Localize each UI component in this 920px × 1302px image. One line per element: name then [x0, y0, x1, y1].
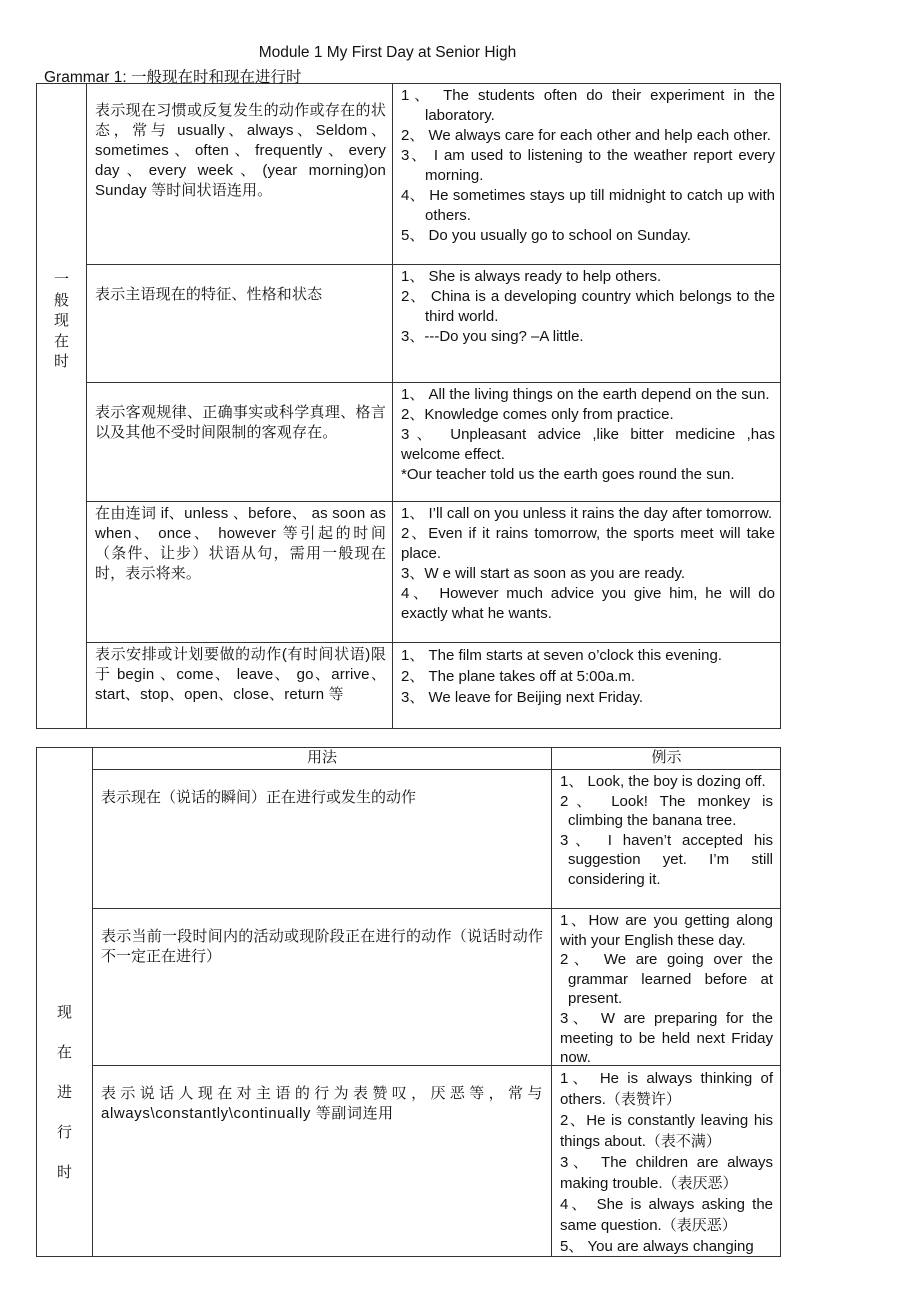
example-sentence: 3、 The children are always making trouble.（表厌恶）	[560, 1154, 773, 1192]
simple-present-table	[36, 83, 781, 729]
usage-cell: 表示客观规律、正确事实或科学真理、格言以及其他不受时间限制的客观存在。	[87, 383, 393, 502]
example-sentence: 1、 All the living things on the earth depend on the sun.	[401, 386, 770, 403]
example-sentence: 1、How are you getting along with your English these day.	[560, 912, 773, 949]
example-sentence: 1、 He is always thinking of others.（表赞许）	[560, 1070, 773, 1108]
example-sentence: 3、 W are preparing for the meeting to be held next Friday now.	[560, 1009, 773, 1066]
example-sentence: 2、 We are going over the grammar learned before at present.	[560, 951, 773, 1008]
example-sentence: 3、 I haven’t accepted his suggestion yet. I’m still considering it.	[560, 831, 773, 888]
document-title: Module 1 My First Day at Senior High	[258, 44, 517, 61]
usage-cell: 表示现在习惯或反复发生的动作或存在的状态，常与 usually、always、Seldom、sometimes、often、frequently、every day、every week、(year morning)on Sunday 等时间状语连用。	[87, 84, 393, 265]
present-progressive-table	[36, 747, 781, 1257]
examples-cell	[393, 84, 781, 265]
example-sentence: 2、 The plane takes off at 5:00a.m.	[401, 668, 636, 685]
usage-cell: 表示现在（说话的瞬间）正在进行或发生的动作	[93, 770, 552, 909]
example-sentence: 4、 He sometimes stays up till midnight to catch up with others.	[401, 187, 775, 224]
usage-column-header: 用法	[93, 748, 552, 770]
examples-cell	[393, 383, 781, 502]
example-sentence: 2、 China is a developing country which belongs to the third world.	[401, 288, 775, 325]
usage-cell: 表示安排或计划要做的动作(有时间状语)限于 begin 、come、 leave、 go、arrive、start、stop、open、close、return 等	[87, 643, 393, 728]
present-progressive-label: 现 在 进 行 时	[37, 748, 93, 1256]
document-subtitle: Grammar 1: 一般现在时和现在进行时	[44, 69, 302, 86]
examples-cell	[393, 643, 781, 728]
usage-cell: 表示说话人现在对主语的行为表赞叹，厌恶等，常与 always\constantly\continually 等副词连用	[93, 1066, 552, 1256]
example-sentence: 1、 She is always ready to help others.	[401, 268, 662, 285]
example-sentence: 4、 However much advice you give him, he will do exactly what he wants.	[401, 585, 775, 622]
examples-cell	[552, 770, 781, 909]
examples-cell	[393, 502, 781, 643]
example-sentence: 3、 We leave for Beijing next Friday.	[401, 689, 644, 706]
examples-cell	[552, 909, 781, 1066]
example-sentence: *Our teacher told us the earth goes round the sun.	[401, 466, 735, 483]
example-sentence: 1、 The film starts at seven o’clock this evening.	[401, 647, 722, 664]
example-sentence: 3、W e will start as soon as you are ready.	[401, 565, 686, 582]
examples-cell	[393, 265, 781, 383]
example-sentence: 2、Knowledge comes only from practice.	[401, 406, 674, 423]
example-sentence: 2、He is constantly leaving his things about.（表不满）	[560, 1112, 773, 1150]
usage-cell: 表示当前一段时间内的活动或现阶段正在进行的动作（说话时动作不一定正在进行）	[93, 909, 552, 1066]
examples-column-header: 例示	[552, 748, 781, 770]
example-sentence: 1、 Look, the boy is dozing off.	[560, 773, 766, 790]
example-sentence: 5、 Do you usually go to school on Sunday.	[401, 227, 691, 244]
example-sentence: 2、 We always care for each other and help each other.	[401, 127, 771, 144]
usage-cell: 在由连词 if、unless 、before、 as soon as when、 once、 however 等引起的时间（条件、让步）状语从句，需用一般现在时，表示将来。	[87, 502, 393, 643]
simple-present-label: 一 般 现 在 时	[37, 84, 87, 728]
example-sentence: 2、Even if it rains tomorrow, the sports meet will take place.	[401, 525, 775, 562]
example-sentence: 3、 I am used to listening to the weather report every morning.	[401, 147, 775, 184]
example-sentence: 3、 Unpleasant advice ,like bitter medicine ,has welcome effect.	[401, 426, 775, 463]
example-sentence: 1、 The students often do their experiment in the laboratory.	[401, 87, 775, 124]
example-sentence: 5、 You are always changing	[560, 1238, 754, 1255]
example-sentence: 1、 I’ll call on you unless it rains the day after tomorrow.	[401, 505, 773, 522]
example-sentence: 4、 She is always asking the same question.（表厌恶）	[560, 1196, 773, 1234]
usage-cell: 表示主语现在的特征、性格和状态	[87, 265, 393, 383]
example-sentence: 3、---Do you sing? –A little.	[401, 328, 584, 345]
examples-cell	[552, 1066, 781, 1256]
example-sentence: 2、 Look! The monkey is climbing the banana tree.	[560, 792, 773, 830]
